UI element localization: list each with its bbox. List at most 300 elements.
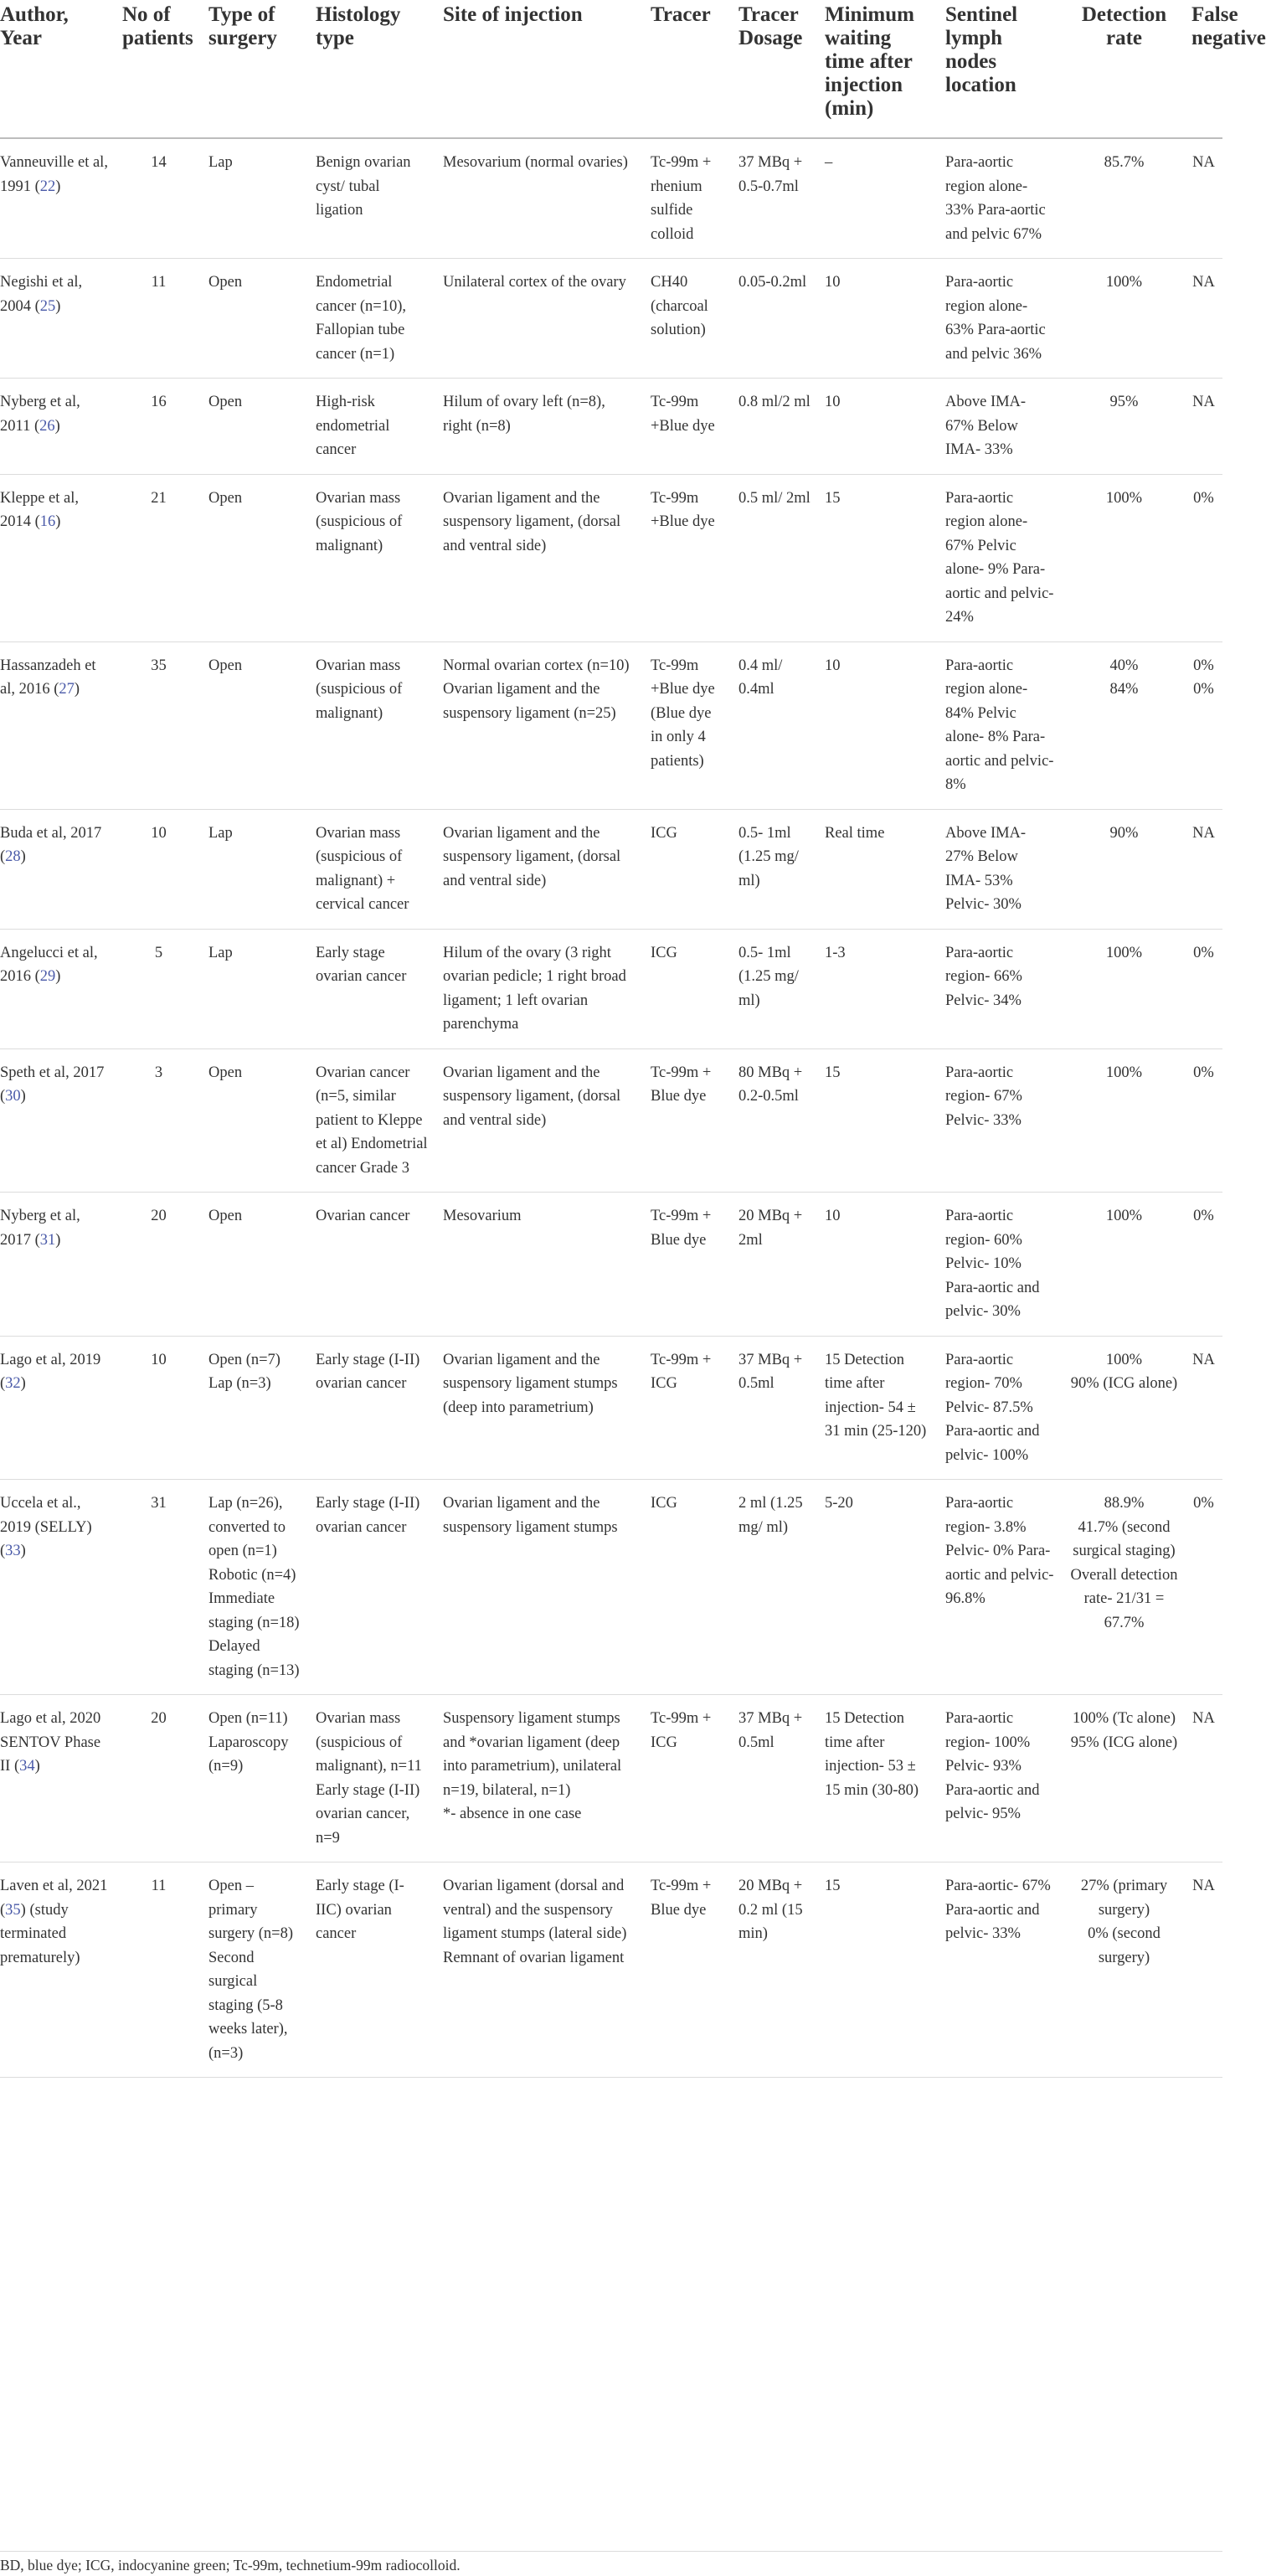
tracer-dosage-cell xyxy=(732,1193,818,1337)
false-negative-text: 0% xyxy=(1193,1495,1214,1512)
tracer-dosage-cell xyxy=(732,259,818,379)
tracer-text: ICG xyxy=(651,944,677,961)
no-of-patients-cell xyxy=(116,929,202,1048)
tracer-dosage-text: 37 MBq + 0.5ml xyxy=(738,1351,806,1392)
false-negative-cell xyxy=(1185,138,1222,259)
tracer-dosage-text: 20 MBq + 0.2 ml (15 min) xyxy=(738,1878,807,1942)
reference-link[interactable]: 29 xyxy=(39,968,56,985)
histology-cell xyxy=(309,379,436,475)
detection-rate-text: 100% (Tc alone) 95% (ICG alone) xyxy=(1070,1710,1178,1751)
tracer-text: Tc-99m +Blue dye xyxy=(651,489,715,530)
injection-site-text: Ovarian ligament and the suspensory ligament stumps (deep into parametrium) xyxy=(443,1351,622,1416)
tracer-text: ICG xyxy=(651,824,677,842)
surgery-type-cell xyxy=(202,641,309,809)
tracer-cell xyxy=(644,1048,732,1193)
false-negative-text: NA xyxy=(1192,1351,1215,1368)
node-location-text: Para-aortic region alone- 84% Pelvic alone- 8% Para-aortic and pelvic- 8% xyxy=(945,657,1058,793)
waiting-time-cell xyxy=(818,1480,939,1695)
surgery-type-cell xyxy=(202,1695,309,1862)
histology-text: Early stage (I-II) ovarian cancer xyxy=(316,1495,424,1536)
reference-link[interactable]: 35 xyxy=(5,1901,21,1919)
no-of-patients-cell xyxy=(116,474,202,641)
no-of-patients-cell xyxy=(116,1480,202,1695)
injection-site-text: Hilum of the ovary (3 right ovarian pedicle; 1 right broad ligament; 1 left ovarian parenchyma xyxy=(443,944,630,1033)
surgery-type-text: Open xyxy=(208,657,243,674)
histology-cell xyxy=(309,1193,436,1337)
node-location-text: Para-aortic region alone- 67% Pelvic alone- 9% Para-aortic and pelvic- 24% xyxy=(945,489,1058,626)
histology-cell xyxy=(309,929,436,1048)
histology-cell xyxy=(309,1695,436,1862)
surgery-type-text: Lap xyxy=(208,944,233,961)
tracer-dosage-cell xyxy=(732,138,818,259)
header-site-of-injection: Site of injection xyxy=(436,0,644,138)
tracer-text: Tc-99m + Blue dye xyxy=(651,1878,715,1919)
author-year-cell: Hassanzadeh et al, 2016 (27) xyxy=(0,641,116,809)
table-body xyxy=(0,138,1222,2078)
tracer-cell xyxy=(644,474,732,641)
false-negative-text: NA xyxy=(1192,824,1215,842)
histology-cell xyxy=(309,1048,436,1193)
no-of-patients-cell xyxy=(116,1193,202,1337)
histology-text: High-risk endometrial cancer xyxy=(316,394,394,458)
node-location-text: Para-aortic region- 67% Pelvic- 33% xyxy=(945,1064,1027,1129)
surgery-type-cell xyxy=(202,1480,309,1695)
tracer-text: ICG xyxy=(651,1495,677,1512)
tracer-text: Tc-99m +Blue dye (Blue dye in only 4 patients) xyxy=(651,657,719,770)
false-negative-text: 0% xyxy=(1193,1208,1214,1224)
false-negative-text: NA xyxy=(1192,274,1215,291)
waiting-time-cell xyxy=(818,259,939,379)
surgery-type-cell xyxy=(202,1193,309,1337)
reference-link[interactable]: 33 xyxy=(5,1543,21,1559)
histology-cell xyxy=(309,1862,436,2078)
author-year-text: Negishi et al, 2004 xyxy=(0,274,83,315)
reference-link[interactable]: 16 xyxy=(39,513,56,530)
false-negative-cell xyxy=(1185,1048,1222,1193)
tracer-cell xyxy=(644,929,732,1048)
surgery-type-cell xyxy=(202,1048,309,1193)
detection-rate-cell xyxy=(1063,1862,1185,2078)
false-negative-cell xyxy=(1185,641,1222,809)
detection-rate-text: 95% xyxy=(1109,394,1139,410)
waiting-time-text: 15 Detection time after injection- 54 ± 31 min (25-120) xyxy=(825,1351,927,1440)
histology-text: Ovarian mass (suspicious of malignant) + cervical cancer xyxy=(316,824,409,913)
author-year-cell: Lago et al, 2020 SENTOV Phase II (34) xyxy=(0,1695,116,1862)
injection-site-cell xyxy=(436,138,644,259)
no-of-patients-text: 11 xyxy=(151,274,167,291)
injection-site-cell xyxy=(436,1695,644,1862)
author-year-cell: Buda et al, 2017 (28) xyxy=(0,809,116,929)
false-negative-text: NA xyxy=(1192,1878,1215,1894)
detection-rate-text: 100% xyxy=(1105,274,1143,291)
detection-rate-cell xyxy=(1063,1336,1185,1480)
waiting-time-text: 15 Detection time after injection- 53 ± 15 min (30-80) xyxy=(825,1710,920,1799)
author-year-text: Lago et al, 2019 xyxy=(0,1351,101,1368)
node-location-cell xyxy=(939,1480,1063,1695)
detection-rate-cell xyxy=(1063,1695,1185,1862)
tracer-dosage-cell xyxy=(732,1695,818,1862)
injection-site-text: Normal ovarian cortex (n=10) Ovarian ligament and the suspensory ligament (n=25) xyxy=(443,657,630,722)
table-row xyxy=(0,929,1222,1048)
tracer-dosage-cell xyxy=(732,1336,818,1480)
no-of-patients-text: 11 xyxy=(151,1878,167,1894)
surgery-type-cell xyxy=(202,474,309,641)
table-row xyxy=(0,1048,1222,1193)
tracer-cell xyxy=(644,138,732,259)
no-of-patients-text: 5 xyxy=(154,944,163,961)
injection-site-cell xyxy=(436,641,644,809)
waiting-time-cell xyxy=(818,1336,939,1480)
tracer-cell xyxy=(644,1862,732,2078)
no-of-patients-cell xyxy=(116,1048,202,1193)
node-location-cell xyxy=(939,1193,1063,1337)
false-negative-cell xyxy=(1185,1193,1222,1337)
tracer-dosage-text: 37 MBq + 0.5-0.7ml xyxy=(738,154,806,195)
detection-rate-text: 100% xyxy=(1105,489,1143,507)
surgery-type-cell xyxy=(202,379,309,475)
tracer-dosage-cell xyxy=(732,641,818,809)
node-location-cell xyxy=(939,1336,1063,1480)
author-year-text: Uccela et al., 2019 (SELLY) xyxy=(0,1495,92,1536)
histology-text: Early stage (I-IIC) ovarian cancer xyxy=(316,1878,404,1942)
node-location-text: Para-aortic region- 70% Pelvic- 87.5% Para-aortic and pelvic- 100% xyxy=(945,1351,1044,1464)
author-year-text: Angelucci et al, 2016 xyxy=(0,944,98,985)
tracer-text: CH40 (charcoal solution) xyxy=(651,274,713,338)
tracer-text: Tc-99m + ICG xyxy=(651,1351,715,1392)
waiting-time-cell xyxy=(818,809,939,929)
no-of-patients-cell xyxy=(116,259,202,379)
detection-rate-cell xyxy=(1063,809,1185,929)
tracer-dosage-text: 0.5- 1ml (1.25 mg/ ml) xyxy=(738,824,803,889)
reference-link[interactable]: 26 xyxy=(39,417,55,435)
header-no-of-patients: No of patients xyxy=(116,0,202,138)
no-of-patients-text: 35 xyxy=(151,657,167,674)
surgery-type-text: Lap xyxy=(208,154,233,171)
tracer-dosage-cell xyxy=(732,929,818,1048)
node-location-text: Para-aortic region alone- 33% Para-aortic and pelvic 67% xyxy=(945,154,1050,243)
surgery-type-cell xyxy=(202,1862,309,2078)
surgery-type-text: Open xyxy=(208,1208,243,1224)
false-negative-text: 0% xyxy=(1193,1064,1214,1081)
waiting-time-text: – xyxy=(825,154,833,171)
author-year-cell: Speth et al, 2017 (30) xyxy=(0,1048,116,1193)
waiting-time-cell xyxy=(818,138,939,259)
waiting-time-text: 10 xyxy=(825,274,841,291)
histology-text: Ovarian mass (suspicious of malignant) xyxy=(316,657,406,722)
no-of-patients-cell xyxy=(116,1695,202,1862)
false-negative-text: 0% xyxy=(1193,944,1214,961)
header-false-negative: False negative xyxy=(1185,0,1222,138)
header-tracer: Tracer xyxy=(644,0,732,138)
injection-site-text: Unilateral cortex of the ovary xyxy=(443,274,626,291)
injection-site-cell xyxy=(436,1336,644,1480)
histology-cell xyxy=(309,474,436,641)
no-of-patients-text: 10 xyxy=(151,824,167,842)
table-row xyxy=(0,138,1222,259)
header-tracer-dosage: Tracer Dosage xyxy=(732,0,818,138)
tracer-cell xyxy=(644,1193,732,1337)
tracer-dosage-cell xyxy=(732,809,818,929)
author-year-cell: Laven et al, 2021 (35) (study terminated prematurely) xyxy=(0,1862,116,2078)
surgery-type-text: Open xyxy=(208,394,243,410)
surgery-type-text: Open (n=7) Lap (n=3) xyxy=(208,1351,285,1392)
injection-site-text: Ovarian ligament and the suspensory ligament stumps xyxy=(443,1495,618,1536)
no-of-patients-cell xyxy=(116,138,202,259)
header-histology-type: Histology type xyxy=(309,0,436,138)
histology-text: Endometrial cancer (n=10), Fallopian tube cancer (n=1) xyxy=(316,274,410,363)
author-year-cell: Uccela et al., 2019 (SELLY) (33) xyxy=(0,1480,116,1695)
author-year-cell: Negishi et al, 2004 (25) xyxy=(0,259,116,379)
author-year-text: Nyberg et al, 2017 xyxy=(0,1208,80,1249)
surgery-type-text: Open xyxy=(208,274,243,291)
false-negative-cell xyxy=(1185,1480,1222,1695)
reference-link[interactable]: 25 xyxy=(39,297,56,315)
waiting-time-text: 15 xyxy=(825,1064,841,1081)
reference-link[interactable]: 32 xyxy=(5,1375,21,1392)
waiting-time-cell xyxy=(818,1048,939,1193)
histology-text: Ovarian cancer (n=5, similar patient to Kleppe et al) Endometrial cancer Grade 3 xyxy=(316,1064,432,1177)
author-year-cell: Kleppe et al, 2014 (16) xyxy=(0,474,116,641)
waiting-time-cell xyxy=(818,1695,939,1862)
no-of-patients-cell xyxy=(116,641,202,809)
tracer-text: Tc-99m + Blue dye xyxy=(651,1208,715,1249)
injection-site-text: Mesovarium (normal ovaries) xyxy=(443,154,628,171)
histology-cell xyxy=(309,1336,436,1480)
injection-site-text: Ovarian ligament and the suspensory ligament, (dorsal and ventral side) xyxy=(443,824,625,889)
injection-site-cell xyxy=(436,1048,644,1193)
detection-rate-cell xyxy=(1063,474,1185,641)
injection-site-text: Ovarian ligament (dorsal and ventral) and the suspensory ligament stumps (lateral side) Remnant of ovarian ligament xyxy=(443,1878,630,1966)
table-row xyxy=(0,1862,1222,2078)
table-header xyxy=(0,0,1266,138)
header-row xyxy=(0,0,1222,138)
false-negative-text: NA xyxy=(1192,1710,1215,1727)
injection-site-text: Suspensory ligament stumps and *ovarian ligament (deep into parametrium), unilateral n=19, bilateral, n=1) *- absence in one case xyxy=(443,1710,622,1822)
header-detection-rate: Detection rate xyxy=(1063,0,1185,138)
waiting-time-cell xyxy=(818,1862,939,2078)
node-location-cell xyxy=(939,1048,1063,1193)
false-negative-text: NA xyxy=(1192,394,1215,410)
histology-text: Early stage ovarian cancer xyxy=(316,944,407,985)
false-negative-text: 0% xyxy=(1193,489,1214,507)
author-year-text: Vanneuville et al, 1991 xyxy=(0,154,108,195)
tracer-dosage-text: 0.5 ml/ 2ml xyxy=(738,489,811,507)
node-location-cell xyxy=(939,929,1063,1048)
no-of-patients-text: 20 xyxy=(151,1710,167,1727)
tracer-text: Tc-99m + ICG xyxy=(651,1710,715,1751)
waiting-time-text: Real time xyxy=(825,824,885,842)
false-negative-cell xyxy=(1185,1862,1222,2078)
node-location-text: Above IMA- 67% Below IMA- 33% xyxy=(945,394,1030,458)
detection-rate-cell xyxy=(1063,379,1185,475)
tracer-cell xyxy=(644,379,732,475)
tracer-dosage-cell xyxy=(732,379,818,475)
surgery-type-cell xyxy=(202,1336,309,1480)
no-of-patients-cell xyxy=(116,379,202,475)
node-location-text: Para-aortic region- 66% Pelvic- 34% xyxy=(945,944,1027,1009)
no-of-patients-text: 14 xyxy=(151,154,167,171)
node-location-text: Para-aortic region- 100% Pelvic- 93% Para-aortic and pelvic- 95% xyxy=(945,1710,1044,1822)
histology-cell xyxy=(309,1480,436,1695)
surgery-type-cell xyxy=(202,809,309,929)
author-year-text: Hassanzadeh et al, 2016 xyxy=(0,657,96,698)
detection-rate-cell xyxy=(1063,1193,1185,1337)
no-of-patients-text: 21 xyxy=(151,489,167,507)
waiting-time-text: 15 xyxy=(825,1878,841,1894)
waiting-time-cell xyxy=(818,1193,939,1337)
tracer-dosage-cell xyxy=(732,1862,818,2078)
tracer-dosage-cell xyxy=(732,474,818,641)
false-negative-cell xyxy=(1185,1336,1222,1480)
author-year-cell: Angelucci et al, 2016 (29) xyxy=(0,929,116,1048)
tracer-dosage-text: 0.4 ml/ 0.4ml xyxy=(738,657,787,698)
reference-link[interactable]: 27 xyxy=(59,681,75,698)
detection-rate-text: 27% (primary surgery) 0% (second surgery) xyxy=(1080,1878,1168,1966)
waiting-time-text: 10 xyxy=(825,394,841,410)
node-location-text: Above IMA- 27% Below IMA- 53% Pelvic- 30% xyxy=(945,824,1030,913)
node-location-cell xyxy=(939,809,1063,929)
injection-site-cell xyxy=(436,1862,644,2078)
tracer-text: Tc-99m + Blue dye xyxy=(651,1064,715,1105)
tracer-dosage-text: 80 MBq + 0.2-0.5ml xyxy=(738,1064,806,1105)
detection-rate-text: 100% xyxy=(1105,1208,1143,1224)
reference-link[interactable]: 31 xyxy=(39,1231,56,1249)
tracer-dosage-text: 0.05-0.2ml xyxy=(738,274,807,291)
injection-site-text: Ovarian ligament and the suspensory ligament, (dorsal and ventral side) xyxy=(443,489,625,554)
header-minimum-waiting-time: Minimum waiting time after injection (min) xyxy=(818,0,939,138)
no-of-patients-text: 3 xyxy=(154,1064,163,1081)
histology-cell xyxy=(309,809,436,929)
reference-link[interactable]: 34 xyxy=(19,1758,35,1775)
detection-rate-text: 40% 84% xyxy=(1109,657,1139,698)
injection-site-cell xyxy=(436,809,644,929)
histology-text: Ovarian mass (suspicious of malignant) xyxy=(316,489,406,554)
waiting-time-cell xyxy=(818,474,939,641)
tracer-cell xyxy=(644,1336,732,1480)
tracer-cell xyxy=(644,259,732,379)
node-location-cell xyxy=(939,259,1063,379)
tracer-text: Tc-99m +Blue dye xyxy=(651,394,715,435)
author-year-text: Kleppe et al, 2014 xyxy=(0,489,79,530)
table-row xyxy=(0,1695,1222,1862)
surgery-type-text: Lap xyxy=(208,824,233,842)
table-row xyxy=(0,474,1222,641)
table-row xyxy=(0,1336,1222,1480)
surgery-type-text: Open xyxy=(208,1064,243,1081)
tracer-cell xyxy=(644,809,732,929)
detection-rate-text: 100% xyxy=(1105,1064,1143,1081)
header-sentinel-location: Sentinel lymph nodes location xyxy=(939,0,1063,138)
tracer-dosage-text: 20 MBq + 2ml xyxy=(738,1208,806,1249)
injection-site-cell xyxy=(436,929,644,1048)
detection-rate-cell xyxy=(1063,259,1185,379)
false-negative-cell xyxy=(1185,379,1222,475)
tracer-dosage-text: 0.5- 1ml (1.25 mg/ ml) xyxy=(738,944,803,1009)
author-year-text: Laven et al, 2021 xyxy=(0,1878,108,1894)
author-year-text: Nyberg et al, 2011 xyxy=(0,394,80,435)
detection-rate-cell xyxy=(1063,1480,1185,1695)
tracer-dosage-text: 37 MBq + 0.5ml xyxy=(738,1710,806,1751)
surgery-type-cell xyxy=(202,259,309,379)
waiting-time-cell xyxy=(818,641,939,809)
no-of-patients-cell xyxy=(116,1862,202,2078)
no-of-patients-cell xyxy=(116,809,202,929)
tracer-cell xyxy=(644,1695,732,1862)
false-negative-cell xyxy=(1185,929,1222,1048)
no-of-patients-text: 16 xyxy=(151,394,167,410)
no-of-patients-text: 10 xyxy=(151,1351,167,1368)
author-year-cell: Vanneuville et al, 1991 (22) xyxy=(0,138,116,259)
tracer-cell xyxy=(644,641,732,809)
injection-site-text: Ovarian ligament and the suspensory ligament, (dorsal and ventral side) xyxy=(443,1064,625,1129)
no-of-patients-cell xyxy=(116,1336,202,1480)
reference-link[interactable]: 30 xyxy=(5,1088,21,1105)
false-negative-text: NA xyxy=(1192,154,1215,171)
histology-text: Ovarian cancer xyxy=(316,1208,410,1224)
histology-text: Early stage (I-II) ovarian cancer xyxy=(316,1351,424,1392)
histology-text: Benign ovarian cyst/ tubal ligation xyxy=(316,154,415,219)
no-of-patients-text: 20 xyxy=(151,1208,167,1224)
false-negative-text: 0% 0% xyxy=(1193,657,1214,698)
table-footnote: BD, blue dye; ICG, indocyanine green; Tc-99m, technetium-99m radiocolloid. xyxy=(0,2551,1222,2574)
histology-cell xyxy=(309,259,436,379)
tracer-dosage-text: 0.8 ml/2 ml xyxy=(738,394,811,410)
surgery-type-text: Open – primary surgery (n=8) Second surgical staging (5-8 weeks later), (n=3) xyxy=(208,1878,297,2062)
table-row xyxy=(0,1480,1222,1695)
injection-site-cell xyxy=(436,474,644,641)
header-type-of-surgery: Type of surgery xyxy=(202,0,309,138)
waiting-time-cell xyxy=(818,929,939,1048)
table-row xyxy=(0,379,1222,475)
author-year-cell: Lago et al, 2019 (32) xyxy=(0,1336,116,1480)
detection-rate-text: 90% xyxy=(1109,824,1139,842)
surgery-type-cell xyxy=(202,929,309,1048)
surgery-type-cell xyxy=(202,138,309,259)
false-negative-cell xyxy=(1185,1695,1222,1862)
surgery-type-text: Open xyxy=(208,489,243,507)
author-year-text: Speth et al, 2017 xyxy=(0,1064,105,1081)
waiting-time-text: 5-20 xyxy=(825,1495,853,1512)
author-year-text: Buda et al, 2017 xyxy=(0,824,102,842)
detection-rate-cell xyxy=(1063,929,1185,1048)
table-row xyxy=(0,1193,1222,1337)
reference-link[interactable]: 22 xyxy=(39,178,56,195)
detection-rate-text: 100% 90% (ICG alone) xyxy=(1070,1351,1178,1392)
tracer-cell xyxy=(644,1480,732,1695)
tracer-dosage-cell xyxy=(732,1048,818,1193)
detection-rate-text: 88.9% 41.7% (second surgical staging) Overall detection rate- 21/31 = 67.7% xyxy=(1070,1495,1178,1631)
injection-site-cell xyxy=(436,1480,644,1695)
tracer-dosage-cell xyxy=(732,1480,818,1695)
waiting-time-text: 10 xyxy=(825,657,841,674)
false-negative-cell xyxy=(1185,259,1222,379)
reference-link[interactable]: 28 xyxy=(5,848,21,865)
waiting-time-cell xyxy=(818,379,939,475)
no-of-patients-text: 31 xyxy=(151,1495,167,1512)
detection-rate-text: 85.7% xyxy=(1104,154,1145,171)
node-location-cell xyxy=(939,138,1063,259)
tracer-text: Tc-99m + rhenium sulfide colloid xyxy=(651,154,715,243)
false-negative-cell xyxy=(1185,474,1222,641)
detection-rate-cell xyxy=(1063,138,1185,259)
histology-cell xyxy=(309,641,436,809)
author-year-cell: Nyberg et al, 2011 (26) xyxy=(0,379,116,475)
node-location-text: Para-aortic region alone- 63% Para-aortic and pelvic 36% xyxy=(945,274,1050,363)
detection-rate-cell xyxy=(1063,1048,1185,1193)
node-location-text: Para-aortic region- 3.8% Pelvic- 0% Para-aortic and pelvic- 96.8% xyxy=(945,1495,1058,1607)
table-row xyxy=(0,809,1222,929)
table-row xyxy=(0,259,1222,379)
